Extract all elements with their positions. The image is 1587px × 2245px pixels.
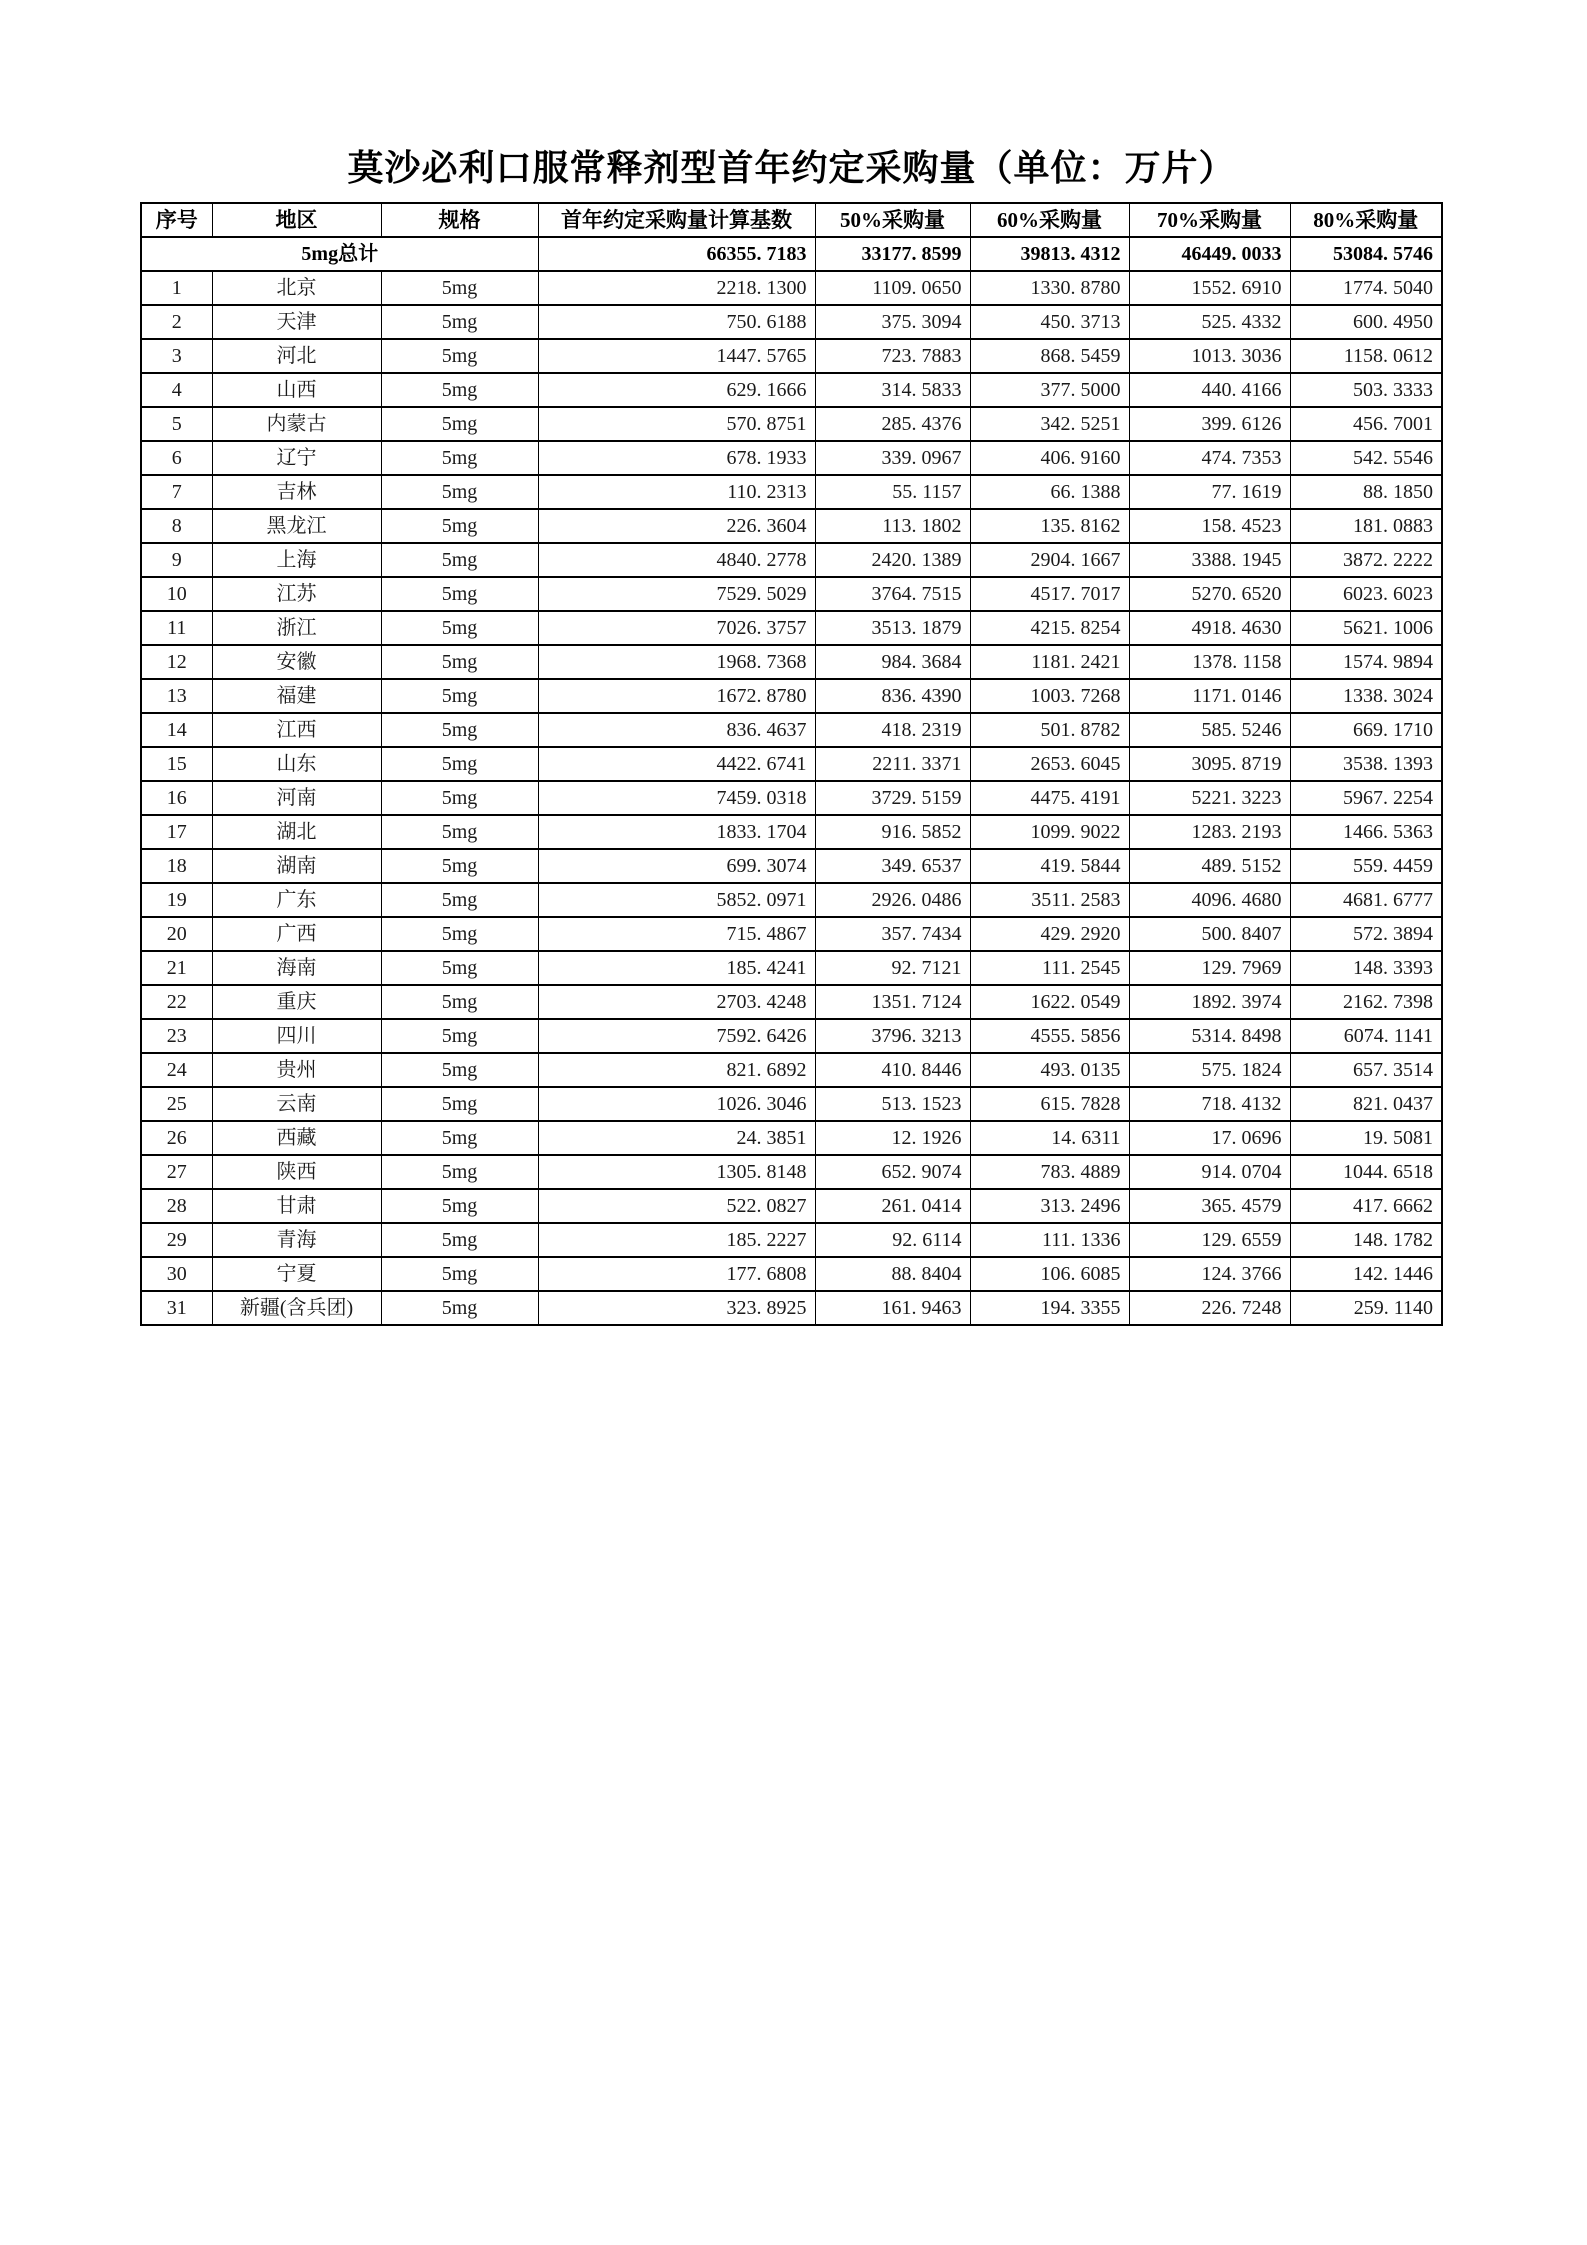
spec-cell: 5mg xyxy=(381,475,538,509)
table-row xyxy=(141,1223,1442,1257)
table-row xyxy=(141,781,1442,815)
pct70-cell: 1892. 3974 xyxy=(1129,985,1290,1019)
pct50-cell: 261. 0414 xyxy=(815,1189,970,1223)
base-value-cell: 177. 6808 xyxy=(538,1257,815,1291)
pct80-cell: 821. 0437 xyxy=(1290,1087,1442,1121)
pct60-cell: 4555. 5856 xyxy=(970,1019,1129,1053)
pct50-cell: 723. 7883 xyxy=(815,339,970,373)
region-cell: 辽宁 xyxy=(212,441,381,475)
table-row xyxy=(141,441,1442,475)
pct50-cell: 88. 8404 xyxy=(815,1257,970,1291)
pct70-cell: 129. 6559 xyxy=(1129,1223,1290,1257)
base-value-cell: 1672. 8780 xyxy=(538,679,815,713)
pct50-cell: 984. 3684 xyxy=(815,645,970,679)
row-index-cell: 21 xyxy=(141,951,212,985)
table-row xyxy=(141,271,1442,305)
page-title: 莫沙必利口服常释剂型首年约定采购量（单位：万片） xyxy=(347,148,1236,188)
row-index-cell: 9 xyxy=(141,543,212,577)
pct80-cell: 6023. 6023 xyxy=(1290,577,1442,611)
spec-cell: 5mg xyxy=(381,611,538,645)
pct70-cell: 525. 4332 xyxy=(1129,305,1290,339)
pct50-cell: 3729. 5159 xyxy=(815,781,970,815)
row-index-cell: 26 xyxy=(141,1121,212,1155)
table-row xyxy=(141,1019,1442,1053)
base-value-cell: 522. 0827 xyxy=(538,1189,815,1223)
col-header-base: 首年约定采购量计算基数 xyxy=(538,203,815,237)
pct60-cell: 377. 5000 xyxy=(970,373,1129,407)
table-body xyxy=(141,237,1442,1325)
pct80-cell: 4681. 6777 xyxy=(1290,883,1442,917)
table-row xyxy=(141,1087,1442,1121)
row-index-cell: 17 xyxy=(141,815,212,849)
row-index-cell: 22 xyxy=(141,985,212,1019)
region-cell: 福建 xyxy=(212,679,381,713)
table-row xyxy=(141,679,1442,713)
table-row xyxy=(141,339,1442,373)
row-index-cell: 1 xyxy=(141,271,212,305)
pct60-cell: 419. 5844 xyxy=(970,849,1129,883)
pct70-cell: 5221. 3223 xyxy=(1129,781,1290,815)
spec-cell: 5mg xyxy=(381,1121,538,1155)
spec-cell: 5mg xyxy=(381,373,538,407)
base-value-cell: 2218. 1300 xyxy=(538,271,815,305)
spec-cell: 5mg xyxy=(381,305,538,339)
table-row xyxy=(141,611,1442,645)
pct50-cell: 285. 4376 xyxy=(815,407,970,441)
base-value-cell: 7026. 3757 xyxy=(538,611,815,645)
pct80-cell: 503. 3333 xyxy=(1290,373,1442,407)
row-index-cell: 8 xyxy=(141,509,212,543)
pct80-cell: 88. 1850 xyxy=(1290,475,1442,509)
row-index-cell: 14 xyxy=(141,713,212,747)
col-header-spec: 规格 xyxy=(381,203,538,237)
pct50-cell: 314. 5833 xyxy=(815,373,970,407)
pct60-cell: 783. 4889 xyxy=(970,1155,1129,1189)
pct60-cell: 1622. 0549 xyxy=(970,985,1129,1019)
pct80-cell: 5967. 2254 xyxy=(1290,781,1442,815)
pct60-cell: 501. 8782 xyxy=(970,713,1129,747)
spec-cell: 5mg xyxy=(381,577,538,611)
region-cell: 浙江 xyxy=(212,611,381,645)
pct70-cell: 718. 4132 xyxy=(1129,1087,1290,1121)
col-header-pct60: 60%采购量 xyxy=(970,203,1129,237)
region-cell: 江西 xyxy=(212,713,381,747)
col-header-pct50: 50%采购量 xyxy=(815,203,970,237)
pct50-cell: 357. 7434 xyxy=(815,917,970,951)
region-cell: 山东 xyxy=(212,747,381,781)
spec-cell: 5mg xyxy=(381,1019,538,1053)
pct50-cell: 3513. 1879 xyxy=(815,611,970,645)
row-index-cell: 16 xyxy=(141,781,212,815)
pct70-cell: 1171. 0146 xyxy=(1129,679,1290,713)
pct80-cell: 3872. 2222 xyxy=(1290,543,1442,577)
region-cell: 河南 xyxy=(212,781,381,815)
pct50-cell: 339. 0967 xyxy=(815,441,970,475)
base-value-cell: 1305. 8148 xyxy=(538,1155,815,1189)
total-pct80-cell: 53084. 5746 xyxy=(1290,237,1442,271)
region-cell: 江苏 xyxy=(212,577,381,611)
base-value-cell: 185. 4241 xyxy=(538,951,815,985)
pct70-cell: 5270. 6520 xyxy=(1129,577,1290,611)
pct80-cell: 3538. 1393 xyxy=(1290,747,1442,781)
region-cell: 贵州 xyxy=(212,1053,381,1087)
region-cell: 安徽 xyxy=(212,645,381,679)
region-cell: 西藏 xyxy=(212,1121,381,1155)
table-row xyxy=(141,305,1442,339)
pct70-cell: 575. 1824 xyxy=(1129,1053,1290,1087)
spec-cell: 5mg xyxy=(381,543,538,577)
table-row xyxy=(141,373,1442,407)
row-index-cell: 31 xyxy=(141,1291,212,1325)
pct80-cell: 259. 1140 xyxy=(1290,1291,1442,1325)
pct50-cell: 2420. 1389 xyxy=(815,543,970,577)
pct60-cell: 406. 9160 xyxy=(970,441,1129,475)
base-value-cell: 110. 2313 xyxy=(538,475,815,509)
pct80-cell: 1158. 0612 xyxy=(1290,339,1442,373)
row-index-cell: 24 xyxy=(141,1053,212,1087)
pct70-cell: 158. 4523 xyxy=(1129,509,1290,543)
spec-cell: 5mg xyxy=(381,1257,538,1291)
pct50-cell: 161. 9463 xyxy=(815,1291,970,1325)
row-index-cell: 2 xyxy=(141,305,212,339)
table-row xyxy=(141,1291,1442,1325)
pct50-cell: 55. 1157 xyxy=(815,475,970,509)
base-value-cell: 1026. 3046 xyxy=(538,1087,815,1121)
table-row xyxy=(141,645,1442,679)
pct50-cell: 1109. 0650 xyxy=(815,271,970,305)
pct50-cell: 113. 1802 xyxy=(815,509,970,543)
table-row xyxy=(141,917,1442,951)
pct60-cell: 1003. 7268 xyxy=(970,679,1129,713)
row-index-cell: 29 xyxy=(141,1223,212,1257)
pct60-cell: 66. 1388 xyxy=(970,475,1129,509)
base-value-cell: 1968. 7368 xyxy=(538,645,815,679)
table-row xyxy=(141,951,1442,985)
region-cell: 重庆 xyxy=(212,985,381,1019)
spec-cell: 5mg xyxy=(381,849,538,883)
pct60-cell: 2904. 1667 xyxy=(970,543,1129,577)
table-row xyxy=(141,543,1442,577)
pct70-cell: 474. 7353 xyxy=(1129,441,1290,475)
row-index-cell: 4 xyxy=(141,373,212,407)
base-value-cell: 821. 6892 xyxy=(538,1053,815,1087)
base-value-cell: 1833. 1704 xyxy=(538,815,815,849)
pct80-cell: 6074. 1141 xyxy=(1290,1019,1442,1053)
pct60-cell: 111. 2545 xyxy=(970,951,1129,985)
table-row xyxy=(141,883,1442,917)
total-pct50-cell: 33177. 8599 xyxy=(815,237,970,271)
base-value-cell: 4840. 2778 xyxy=(538,543,815,577)
region-cell: 内蒙古 xyxy=(212,407,381,441)
pct80-cell: 148. 3393 xyxy=(1290,951,1442,985)
pct80-cell: 1574. 9894 xyxy=(1290,645,1442,679)
col-header-pct80: 80%采购量 xyxy=(1290,203,1442,237)
spec-cell: 5mg xyxy=(381,917,538,951)
total-base-value-cell: 66355. 7183 xyxy=(538,237,815,271)
pct70-cell: 77. 1619 xyxy=(1129,475,1290,509)
row-index-cell: 27 xyxy=(141,1155,212,1189)
region-cell: 宁夏 xyxy=(212,1257,381,1291)
table-row xyxy=(141,747,1442,781)
pct70-cell: 3095. 8719 xyxy=(1129,747,1290,781)
base-value-cell: 323. 8925 xyxy=(538,1291,815,1325)
pct60-cell: 868. 5459 xyxy=(970,339,1129,373)
spec-cell: 5mg xyxy=(381,985,538,1019)
spec-cell: 5mg xyxy=(381,339,538,373)
row-index-cell: 5 xyxy=(141,407,212,441)
base-value-cell: 570. 8751 xyxy=(538,407,815,441)
spec-cell: 5mg xyxy=(381,1291,538,1325)
region-cell: 上海 xyxy=(212,543,381,577)
table-row xyxy=(141,407,1442,441)
spec-cell: 5mg xyxy=(381,883,538,917)
pct70-cell: 226. 7248 xyxy=(1129,1291,1290,1325)
pct50-cell: 1351. 7124 xyxy=(815,985,970,1019)
table-row xyxy=(141,815,1442,849)
base-value-cell: 1447. 5765 xyxy=(538,339,815,373)
pct70-cell: 500. 8407 xyxy=(1129,917,1290,951)
row-index-cell: 18 xyxy=(141,849,212,883)
spec-cell: 5mg xyxy=(381,713,538,747)
base-value-cell: 836. 4637 xyxy=(538,713,815,747)
row-index-cell: 10 xyxy=(141,577,212,611)
total-label: 5mg总计 xyxy=(141,237,538,271)
pct80-cell: 148. 1782 xyxy=(1290,1223,1442,1257)
pct50-cell: 513. 1523 xyxy=(815,1087,970,1121)
base-value-cell: 7459. 0318 xyxy=(538,781,815,815)
row-index-cell: 3 xyxy=(141,339,212,373)
pct80-cell: 1338. 3024 xyxy=(1290,679,1442,713)
spec-cell: 5mg xyxy=(381,407,538,441)
spec-cell: 5mg xyxy=(381,509,538,543)
table-row xyxy=(141,985,1442,1019)
base-value-cell: 629. 1666 xyxy=(538,373,815,407)
base-value-cell: 750. 6188 xyxy=(538,305,815,339)
spec-cell: 5mg xyxy=(381,1053,538,1087)
spec-cell: 5mg xyxy=(381,781,538,815)
base-value-cell: 678. 1933 xyxy=(538,441,815,475)
pct70-cell: 3388. 1945 xyxy=(1129,543,1290,577)
col-header-index: 序号 xyxy=(141,203,212,237)
pct60-cell: 4475. 4191 xyxy=(970,781,1129,815)
region-cell: 海南 xyxy=(212,951,381,985)
spec-cell: 5mg xyxy=(381,1087,538,1121)
row-index-cell: 11 xyxy=(141,611,212,645)
base-value-cell: 4422. 6741 xyxy=(538,747,815,781)
region-cell: 湖北 xyxy=(212,815,381,849)
pct60-cell: 450. 3713 xyxy=(970,305,1129,339)
table-row xyxy=(141,509,1442,543)
pct80-cell: 417. 6662 xyxy=(1290,1189,1442,1223)
pct60-cell: 313. 2496 xyxy=(970,1189,1129,1223)
pct70-cell: 399. 6126 xyxy=(1129,407,1290,441)
pct50-cell: 3796. 3213 xyxy=(815,1019,970,1053)
pct50-cell: 410. 8446 xyxy=(815,1053,970,1087)
spec-cell: 5mg xyxy=(381,1155,538,1189)
pct80-cell: 2162. 7398 xyxy=(1290,985,1442,1019)
table-row xyxy=(141,1189,1442,1223)
pct80-cell: 1774. 5040 xyxy=(1290,271,1442,305)
pct70-cell: 124. 3766 xyxy=(1129,1257,1290,1291)
pct50-cell: 375. 3094 xyxy=(815,305,970,339)
region-cell: 黑龙江 xyxy=(212,509,381,543)
pct60-cell: 4517. 7017 xyxy=(970,577,1129,611)
base-value-cell: 7529. 5029 xyxy=(538,577,815,611)
col-header-pct70: 70%采购量 xyxy=(1129,203,1290,237)
pct60-cell: 4215. 8254 xyxy=(970,611,1129,645)
region-cell: 陕西 xyxy=(212,1155,381,1189)
pct70-cell: 1013. 3036 xyxy=(1129,339,1290,373)
total-row xyxy=(141,237,1442,271)
total-pct60-cell: 39813. 4312 xyxy=(970,237,1129,271)
pct50-cell: 92. 6114 xyxy=(815,1223,970,1257)
pct70-cell: 585. 5246 xyxy=(1129,713,1290,747)
base-value-cell: 699. 3074 xyxy=(538,849,815,883)
table-row xyxy=(141,1257,1442,1291)
pct50-cell: 12. 1926 xyxy=(815,1121,970,1155)
spec-cell: 5mg xyxy=(381,441,538,475)
pct70-cell: 129. 7969 xyxy=(1129,951,1290,985)
pct60-cell: 493. 0135 xyxy=(970,1053,1129,1087)
base-value-cell: 715. 4867 xyxy=(538,917,815,951)
pct80-cell: 5621. 1006 xyxy=(1290,611,1442,645)
pct80-cell: 657. 3514 xyxy=(1290,1053,1442,1087)
spec-cell: 5mg xyxy=(381,1189,538,1223)
pct80-cell: 572. 3894 xyxy=(1290,917,1442,951)
pct70-cell: 4096. 4680 xyxy=(1129,883,1290,917)
region-cell: 北京 xyxy=(212,271,381,305)
table-row xyxy=(141,1121,1442,1155)
pct60-cell: 1330. 8780 xyxy=(970,271,1129,305)
pct60-cell: 3511. 2583 xyxy=(970,883,1129,917)
region-cell: 天津 xyxy=(212,305,381,339)
base-value-cell: 226. 3604 xyxy=(538,509,815,543)
row-index-cell: 15 xyxy=(141,747,212,781)
pct60-cell: 2653. 6045 xyxy=(970,747,1129,781)
pct50-cell: 3764. 7515 xyxy=(815,577,970,611)
pct60-cell: 1099. 9022 xyxy=(970,815,1129,849)
row-index-cell: 20 xyxy=(141,917,212,951)
row-index-cell: 28 xyxy=(141,1189,212,1223)
pct50-cell: 418. 2319 xyxy=(815,713,970,747)
table-row xyxy=(141,849,1442,883)
row-index-cell: 25 xyxy=(141,1087,212,1121)
pct80-cell: 559. 4459 xyxy=(1290,849,1442,883)
base-value-cell: 24. 3851 xyxy=(538,1121,815,1155)
header-row xyxy=(141,203,1442,237)
row-index-cell: 7 xyxy=(141,475,212,509)
pct50-cell: 92. 7121 xyxy=(815,951,970,985)
base-value-cell: 2703. 4248 xyxy=(538,985,815,1019)
region-cell: 云南 xyxy=(212,1087,381,1121)
pct70-cell: 489. 5152 xyxy=(1129,849,1290,883)
pct80-cell: 1044. 6518 xyxy=(1290,1155,1442,1189)
pct80-cell: 456. 7001 xyxy=(1290,407,1442,441)
region-cell: 新疆(含兵团) xyxy=(212,1291,381,1325)
region-cell: 吉林 xyxy=(212,475,381,509)
pct60-cell: 111. 1336 xyxy=(970,1223,1129,1257)
spec-cell: 5mg xyxy=(381,747,538,781)
pct50-cell: 652. 9074 xyxy=(815,1155,970,1189)
table-row xyxy=(141,713,1442,747)
region-cell: 湖南 xyxy=(212,849,381,883)
pct80-cell: 542. 5546 xyxy=(1290,441,1442,475)
pct80-cell: 181. 0883 xyxy=(1290,509,1442,543)
pct60-cell: 1181. 2421 xyxy=(970,645,1129,679)
pct70-cell: 365. 4579 xyxy=(1129,1189,1290,1223)
pct80-cell: 600. 4950 xyxy=(1290,305,1442,339)
pct70-cell: 1552. 6910 xyxy=(1129,271,1290,305)
region-cell: 河北 xyxy=(212,339,381,373)
region-cell: 甘肃 xyxy=(212,1189,381,1223)
pct70-cell: 17. 0696 xyxy=(1129,1121,1290,1155)
row-index-cell: 12 xyxy=(141,645,212,679)
base-value-cell: 185. 2227 xyxy=(538,1223,815,1257)
pct60-cell: 615. 7828 xyxy=(970,1087,1129,1121)
pct50-cell: 836. 4390 xyxy=(815,679,970,713)
pct60-cell: 135. 8162 xyxy=(970,509,1129,543)
table-row xyxy=(141,577,1442,611)
spec-cell: 5mg xyxy=(381,271,538,305)
pct50-cell: 349. 6537 xyxy=(815,849,970,883)
table-row xyxy=(141,475,1442,509)
pct70-cell: 914. 0704 xyxy=(1129,1155,1290,1189)
spec-cell: 5mg xyxy=(381,679,538,713)
total-pct70-cell: 46449. 0033 xyxy=(1129,237,1290,271)
pct70-cell: 1283. 2193 xyxy=(1129,815,1290,849)
region-cell: 广东 xyxy=(212,883,381,917)
spec-cell: 5mg xyxy=(381,1223,538,1257)
pct70-cell: 1378. 1158 xyxy=(1129,645,1290,679)
row-index-cell: 30 xyxy=(141,1257,212,1291)
base-value-cell: 7592. 6426 xyxy=(538,1019,815,1053)
row-index-cell: 13 xyxy=(141,679,212,713)
table-row xyxy=(141,1053,1442,1087)
region-cell: 四川 xyxy=(212,1019,381,1053)
spec-cell: 5mg xyxy=(381,645,538,679)
row-index-cell: 19 xyxy=(141,883,212,917)
pct60-cell: 106. 6085 xyxy=(970,1257,1129,1291)
row-index-cell: 6 xyxy=(141,441,212,475)
pct70-cell: 5314. 8498 xyxy=(1129,1019,1290,1053)
region-cell: 青海 xyxy=(212,1223,381,1257)
pct50-cell: 2211. 3371 xyxy=(815,747,970,781)
pct60-cell: 429. 2920 xyxy=(970,917,1129,951)
pct50-cell: 916. 5852 xyxy=(815,815,970,849)
pct80-cell: 19. 5081 xyxy=(1290,1121,1442,1155)
pct60-cell: 342. 5251 xyxy=(970,407,1129,441)
pct60-cell: 194. 3355 xyxy=(970,1291,1129,1325)
pct70-cell: 4918. 4630 xyxy=(1129,611,1290,645)
base-value-cell: 5852. 0971 xyxy=(538,883,815,917)
pct50-cell: 2926. 0486 xyxy=(815,883,970,917)
pct70-cell: 440. 4166 xyxy=(1129,373,1290,407)
region-cell: 广西 xyxy=(212,917,381,951)
spec-cell: 5mg xyxy=(381,815,538,849)
col-header-region: 地区 xyxy=(212,203,381,237)
pct60-cell: 14. 6311 xyxy=(970,1121,1129,1155)
spec-cell: 5mg xyxy=(381,951,538,985)
region-cell: 山西 xyxy=(212,373,381,407)
pct80-cell: 1466. 5363 xyxy=(1290,815,1442,849)
pct80-cell: 142. 1446 xyxy=(1290,1257,1442,1291)
table-row xyxy=(141,1155,1442,1189)
row-index-cell: 23 xyxy=(141,1019,212,1053)
procurement-table xyxy=(140,202,1443,1326)
pct80-cell: 669. 1710 xyxy=(1290,713,1442,747)
